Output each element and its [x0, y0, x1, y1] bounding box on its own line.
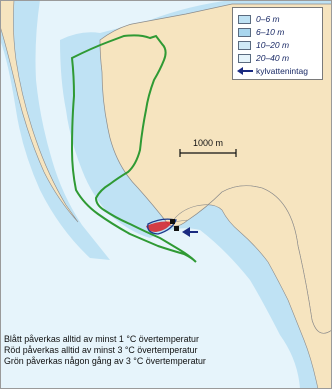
legend-label-6-10: 6–10 m — [256, 27, 285, 37]
legend-item-intake — [237, 66, 308, 76]
legend-label-intake: kylvattenintag — [256, 66, 308, 76]
legend-label-10-20: 10–20 m — [256, 40, 290, 50]
legend-label-0-6: 0–6 m — [256, 14, 280, 24]
outfall-marker — [170, 219, 175, 224]
note-green: Grön påverkas någon gång av 3 °C övertemperatur — [4, 356, 206, 366]
scale-bar-line — [178, 138, 238, 158]
legend-item-10-20 — [238, 40, 289, 50]
map-notes — [4, 334, 328, 367]
legend-item-20-40 — [238, 53, 289, 63]
legend-arrow-icon — [237, 67, 253, 75]
legend-item-0-6 — [238, 14, 280, 24]
scale-bar — [178, 138, 238, 158]
legend-label-20-40: 20–40 m — [256, 53, 290, 63]
legend-swatch-6-10 — [238, 28, 251, 37]
note-blue: Blått påverkas alltid av minst 1 °C övertemperatur — [4, 334, 199, 344]
outfall-marker-2 — [174, 226, 179, 231]
legend-swatch-0-6 — [238, 15, 251, 24]
legend-item-6-10 — [238, 27, 284, 37]
legend — [232, 7, 323, 80]
note-red: Röd påverkas alltid av minst 3 °C övertemperatur — [4, 345, 198, 355]
scale-bar-label: 1000 m — [192, 138, 224, 148]
legend-swatch-20-40 — [238, 54, 251, 63]
legend-swatch-10-20 — [238, 41, 251, 50]
